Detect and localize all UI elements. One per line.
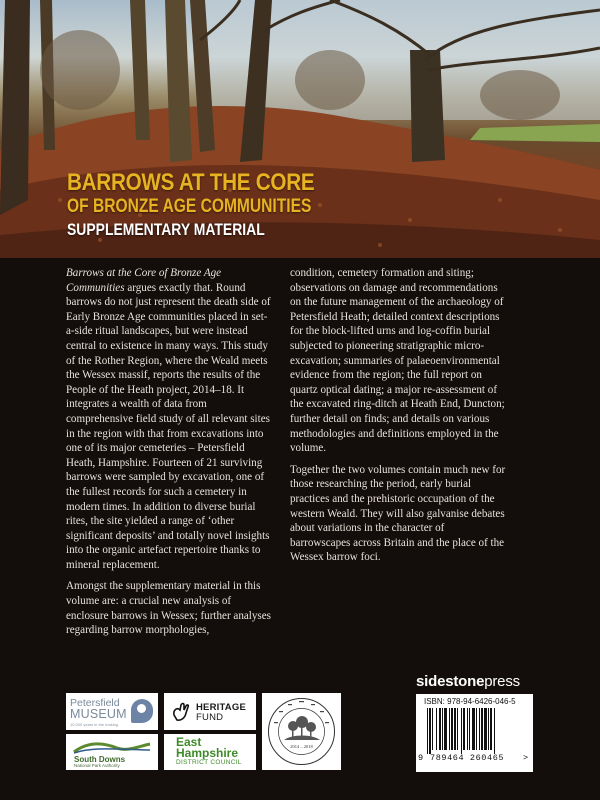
barcode-bar	[463, 708, 465, 750]
museum-tagline: 10,000 years in the making	[70, 722, 119, 727]
barcode-bar	[432, 708, 433, 750]
east-hampshire-line-1: East	[176, 735, 202, 749]
cover-photo	[0, 0, 600, 258]
blurb-paragraph-2-continued: condition, cemetery formation and siting; observations on damage and recommendations on the future management of the archaeology of Petersfield Heath; detailed context descriptions for the block-lifted urns and log-coffin burial subjected to pioneering stratigraphic micro-excavation; summaries of palaeoenvironmental evidence from the region; the full report on quartz optical dating; a major re-assessment of the excavated ring-ditch at Heath End, Duncton; further detail on finds; and details on various methodologies and definitions employed in the volume.	[290, 267, 505, 455]
blurb-column-left	[66, 266, 276, 645]
barcode-bar	[481, 708, 483, 750]
cover-title-block	[67, 170, 365, 242]
publisher-logo	[416, 673, 520, 690]
barcode-bar	[467, 708, 468, 750]
publisher-name-light: press	[484, 673, 520, 690]
east-hampshire-line-3: DISTRICT COUNCIL	[176, 759, 242, 766]
title-subline: OF BRONZE AGE COMMUNITIES	[67, 196, 312, 217]
south-downs-name: South Downs	[74, 755, 126, 764]
barcode-bar	[488, 708, 489, 750]
barcode-bar	[457, 708, 458, 750]
museum-line-2: MUSEUM	[70, 707, 127, 721]
title-supplementary: SUPPLEMENTARY MATERIAL	[67, 220, 265, 239]
blurb-column-right	[290, 266, 506, 572]
barcode-bar	[476, 708, 477, 750]
barcode-bars	[427, 708, 521, 754]
barcode-bar	[439, 708, 441, 750]
museum-p-icon	[131, 699, 153, 723]
barcode-arrow: >	[523, 753, 529, 763]
barcode-bar	[484, 708, 487, 750]
petersfield-museum-logo	[66, 693, 158, 730]
barcode-bar	[451, 708, 453, 750]
publisher-name-bold: sidestone	[416, 673, 485, 690]
heritage-line-1: HERITAGE	[196, 702, 246, 713]
barcode-bar	[472, 708, 475, 750]
barcode-bar	[461, 708, 462, 754]
seal-years: 2014 – 2018	[290, 744, 313, 749]
blurb-paragraph-1-text: argues exactly that. Round barrows do not just represent the death side of Early Bronze Age communities placed in set-a-side ritual landscapes, but were instead central to existence in many ways. This study of the Rother Region, where the Weald meets the Wessex massif, reports the results of the People of the Heath project, 2014–18. It integrates a wealth of data from comprehensive field study of all relevant sites in the region with that from excavations into one of its major cemeteries – Petersfield Heath, Hampshire. Fourteen of 21 surviving barrows were sampled by excavation, one of the fullest records for such a cemetery in modern times. In addition to diverse burial rites, the site yielded a range of ‘other significant deposits’ and totally novel insights into the organic artefact repertoire thanks to mineral replacement.	[66, 281, 271, 571]
isbn-number: ISBN: 978-94-6426-046-5	[424, 697, 516, 706]
blurb-paragraph-1	[66, 266, 276, 572]
people-of-the-heath-seal	[262, 693, 341, 770]
blurb-paragraph-3: Together the two volumes contain much new for those researching the period, early burial practices and the prehistoric occupation of the western Weald. They will also galvanise debates about variations in the character of barrowscapes across Britain and the place of the Wessex barrow foci.	[290, 463, 506, 564]
barcode-bar	[444, 708, 447, 750]
east-hampshire-line-2: Hampshire	[176, 746, 239, 760]
barcode-bar	[479, 708, 480, 750]
barcode-bar	[454, 708, 456, 750]
barcode-bar	[469, 708, 470, 750]
barcode-bar	[429, 708, 431, 754]
book-title-italic: Barrows at the Core of Bronze Age Communities	[66, 267, 222, 294]
seal-emblem-icon	[266, 696, 337, 767]
heritage-fund-logo	[164, 693, 256, 730]
heritage-hand-icon	[171, 701, 193, 723]
title-main: BARROWS AT THE CORE	[67, 169, 315, 196]
isbn-barcode	[416, 694, 533, 772]
south-downs-hills-icon	[72, 740, 152, 754]
museum-line-1: Petersfield	[70, 697, 120, 709]
barcode-bar	[427, 708, 428, 754]
barcode-bar	[490, 708, 492, 750]
east-hampshire-logo	[164, 734, 256, 770]
barcode-bar	[494, 708, 495, 754]
barcode-bar	[436, 708, 437, 750]
blurb-paragraph-2: Amongst the supplementary material in this volume are: a crucial new analysis of enclosure barrows in Wessex; further analyses regarding barrow morphologies,	[66, 580, 271, 637]
barcode-bar	[449, 708, 450, 750]
barcode-first-digit: 9	[418, 753, 424, 763]
south-downs-subtitle: National Park Authority	[74, 763, 120, 768]
barcode-bar	[442, 708, 443, 750]
barcode-digits: 789464 260465	[430, 753, 505, 763]
heritage-line-2: FUND	[196, 712, 224, 723]
south-downs-logo	[66, 734, 158, 770]
